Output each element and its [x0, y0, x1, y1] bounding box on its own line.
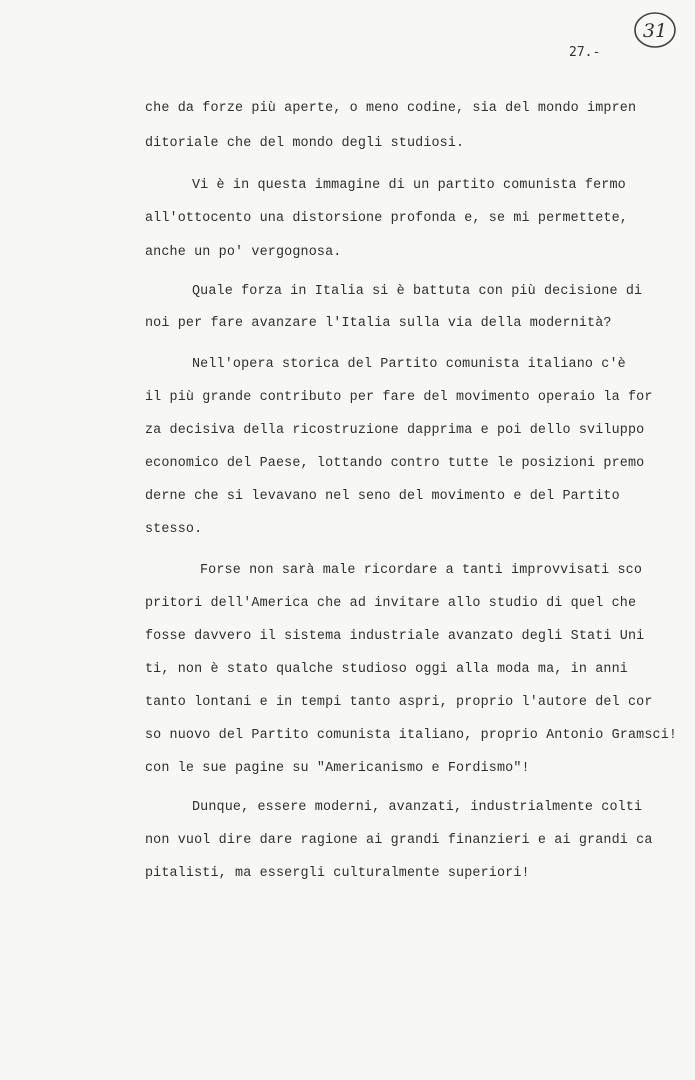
text-line: tanto lontani e in tempi tanto aspri, proprio l'autore del cor: [145, 695, 653, 710]
text-line: pritori dell'America che ad invitare allo studio di quel che: [145, 596, 637, 611]
text-line: il più grande contributo per fare del movimento operaio la for: [145, 390, 653, 405]
text-line: derne che si levavano nel seno del movimento e del Partito: [145, 489, 620, 504]
text-line: za decisiva della ricostruzione dapprima e poi dello sviluppo: [145, 423, 645, 438]
text-line: all'ottocento una distorsione profonda e, se mi permettete,: [145, 211, 628, 226]
text-line: Dunque, essere moderni, avanzati, industrialmente colti: [192, 800, 643, 815]
text-line: Vi è in questa immagine di un partito comunista fermo: [192, 178, 626, 193]
page-number: 27.-: [569, 45, 601, 60]
stamp-circle-icon: [632, 10, 678, 50]
text-line: pitalisti, ma essergli culturalmente superiori!: [145, 866, 530, 881]
text-line: noi per fare avanzare l'Italia sulla via della modernità?: [145, 316, 612, 331]
text-line: che da forze più aperte, o meno codine, sia del mondo impren: [145, 101, 637, 116]
text-line: non vuol dire dare ragione ai grandi finanzieri e ai grandi ca: [145, 833, 653, 848]
text-line: Forse non sarà male ricordare a tanti improvvisati sco: [200, 563, 643, 578]
text-line: con le sue pagine su "Americanismo e Fordismo"!: [145, 761, 530, 776]
text-line: Quale forza in Italia si è battuta con più decisione di: [192, 284, 643, 299]
stamp-number: 31: [642, 20, 668, 42]
text-line: ditoriale che del mondo degli studiosi.: [145, 136, 465, 151]
text-line: fosse davvero il sistema industriale avanzato degli Stati Uni: [145, 629, 645, 644]
text-line: ti, non è stato qualche studioso oggi alla moda ma, in anni: [145, 662, 628, 677]
archive-stamp: [632, 10, 678, 50]
text-line: economico del Paese, lottando contro tutte le posizioni premo: [145, 456, 645, 471]
text-line: stesso.: [145, 522, 203, 537]
text-line: Nell'opera storica del Partito comunista italiano c'è: [192, 357, 626, 372]
text-line: so nuovo del Partito comunista italiano, proprio Antonio Gramsci!: [145, 728, 678, 743]
text-line: anche un po' vergognosa.: [145, 245, 342, 260]
